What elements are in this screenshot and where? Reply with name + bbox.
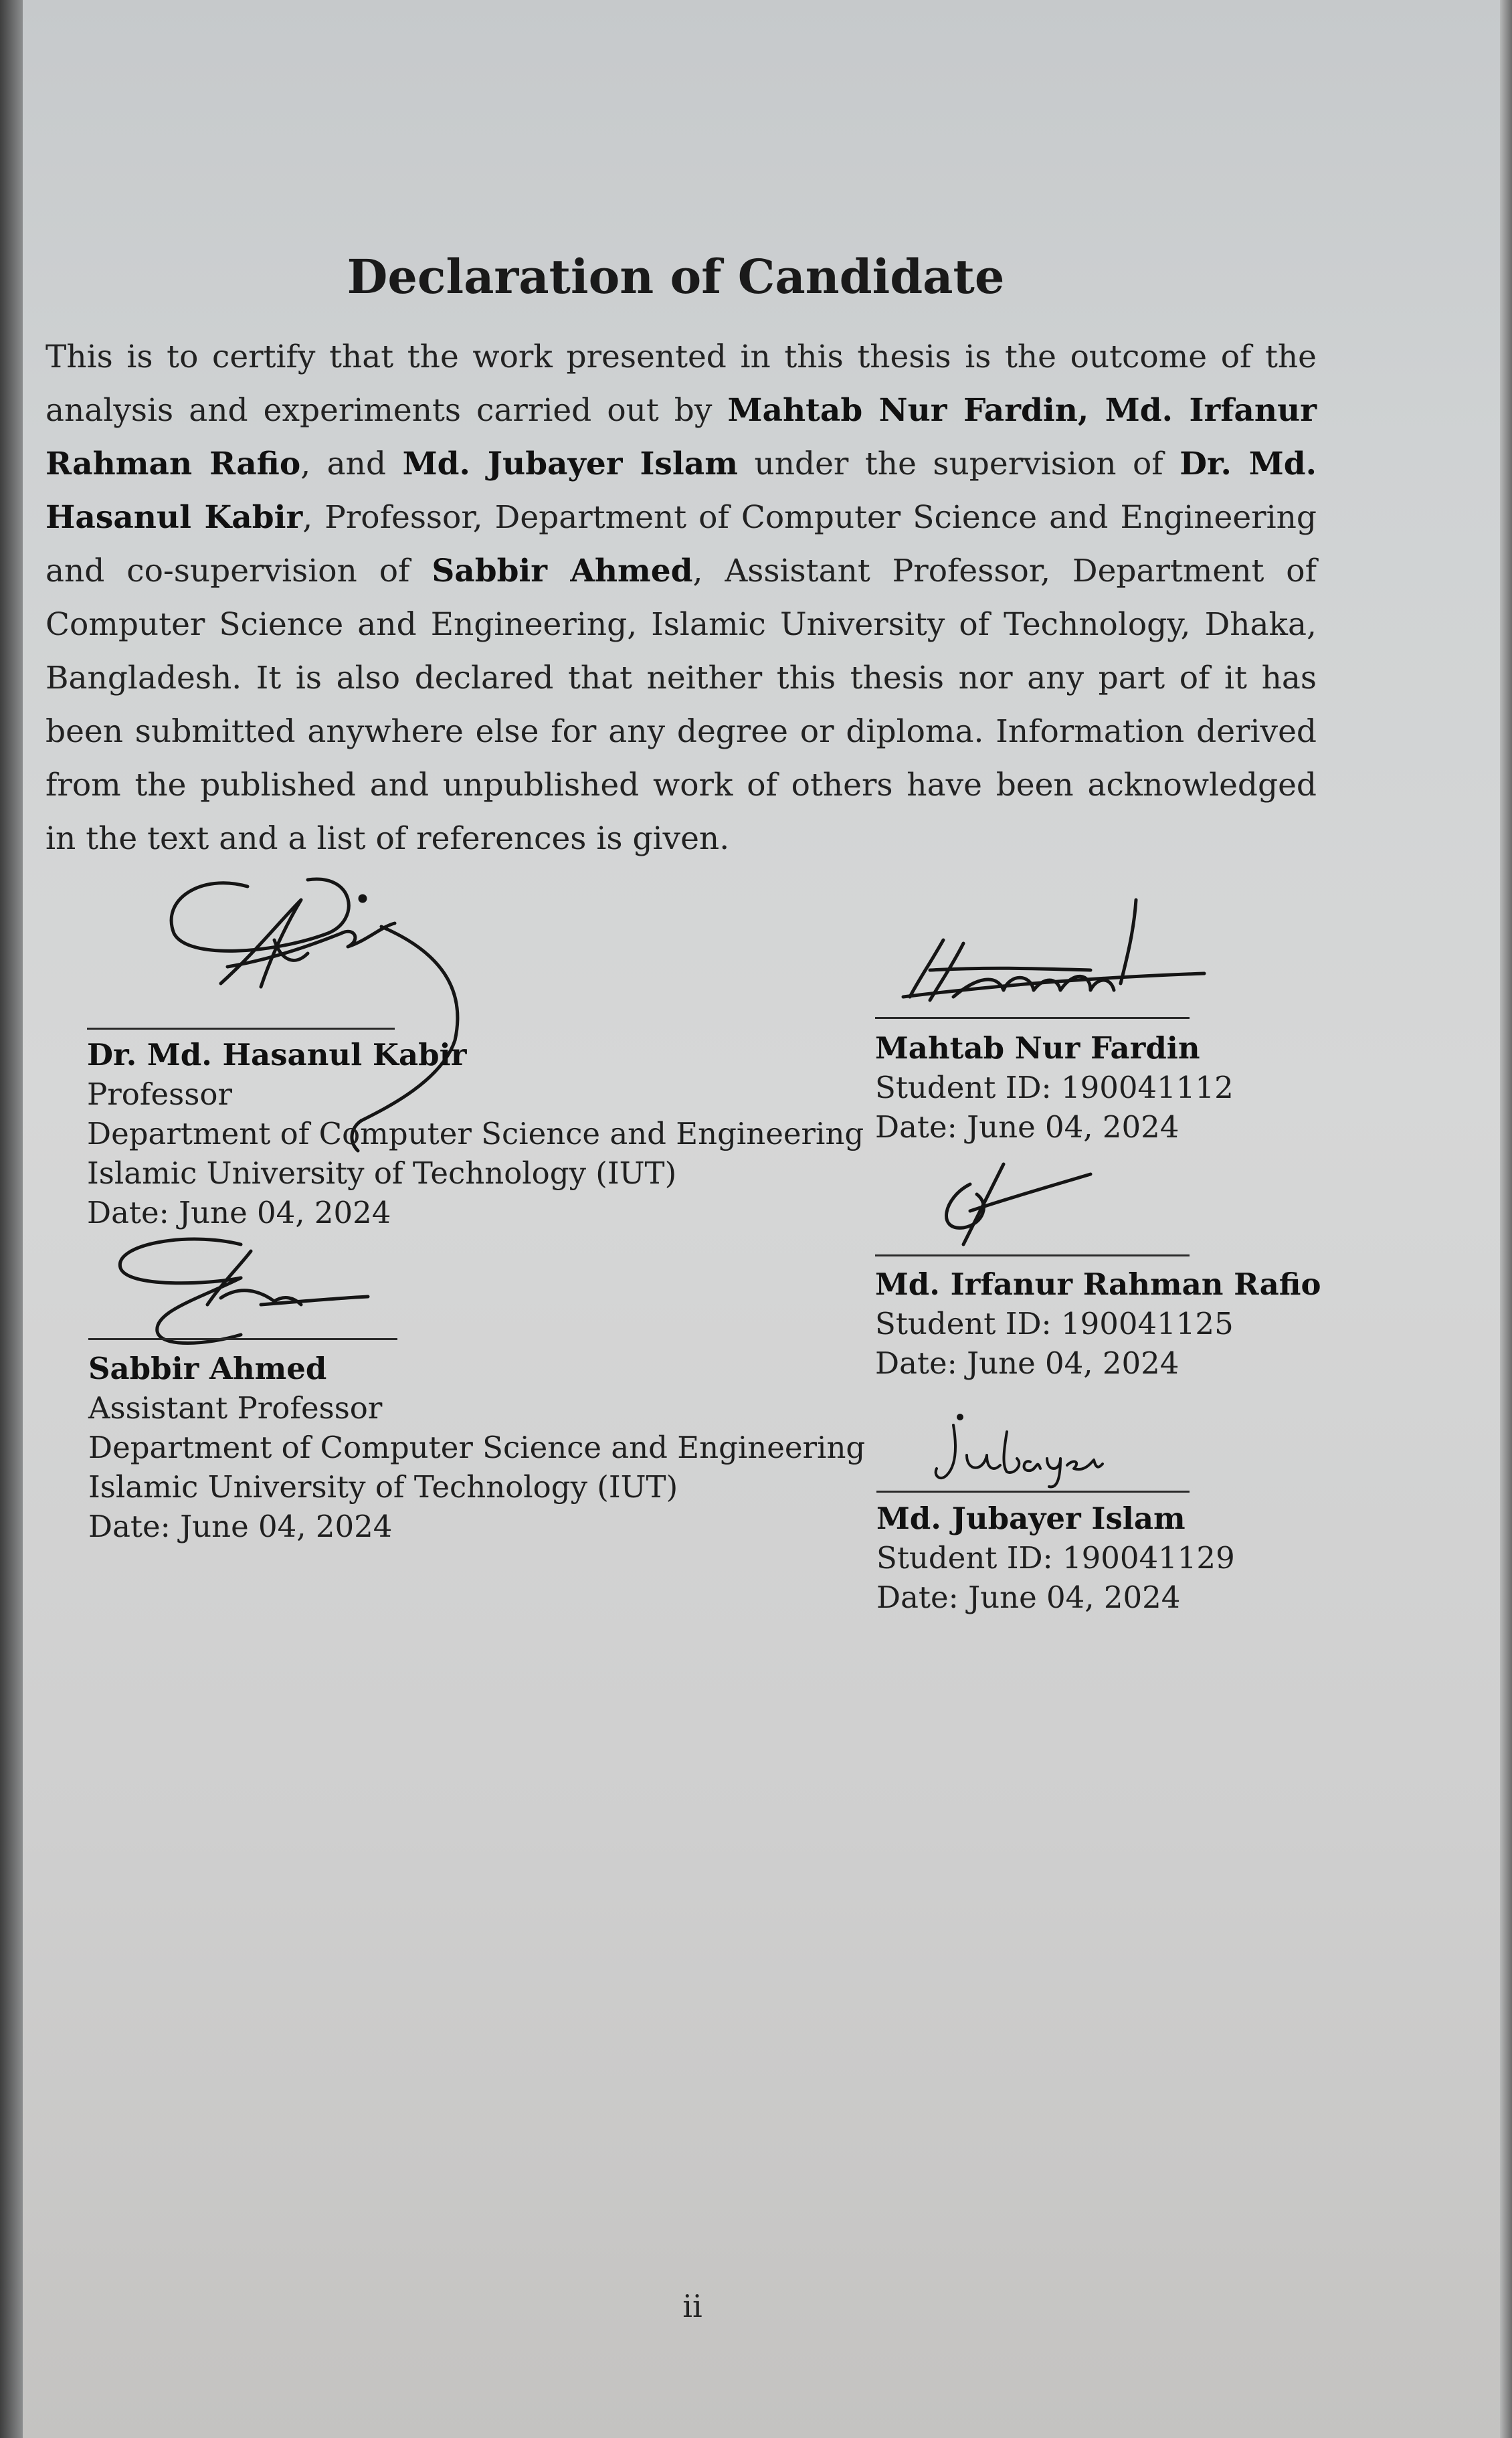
supervisor-signature-line xyxy=(87,1028,395,1030)
page-number: ii xyxy=(682,2288,702,2324)
student-2-name: Md. Irfanur Rahman Rafio xyxy=(875,1267,1321,1302)
body-text: , Assistant Professor, Department of Computer Science and Engineering, Islamic University of Technology, Dhaka, Bangladesh. It is also declared that neither this thesis nor any part of it has been submitted anywhere else for any degree or diploma. Information derived from the published and unpublished work of others have been acknowledged in the text and a list of references is given. xyxy=(45,553,1317,857)
supervisor-department: Department of Computer Science and Engineering xyxy=(87,1116,864,1151)
student-2-signature xyxy=(923,1157,1111,1258)
supervisor-date: Date: June 04, 2024 xyxy=(87,1195,391,1230)
student-3-name: Md. Jubayer Islam xyxy=(876,1501,1186,1536)
student-1-id: Student ID: 190041112 xyxy=(875,1070,1234,1105)
cosupervisor-signature-line xyxy=(88,1338,397,1340)
cosupervisor-department: Department of Computer Science and Engineering xyxy=(88,1430,866,1465)
student-2-signature-line xyxy=(875,1254,1190,1256)
declaration-paragraph xyxy=(45,331,1317,866)
student-2-date: Date: June 04, 2024 xyxy=(875,1345,1179,1381)
student-3-date: Date: June 04, 2024 xyxy=(876,1580,1181,1615)
student-3-id: Student ID: 190041129 xyxy=(876,1540,1235,1576)
body-bold-names: Mahtab Nur Fardin, Md. Irfanur Rahman Rafio xyxy=(45,392,1317,482)
student-1-signature-line xyxy=(875,1017,1190,1019)
student-1-signature xyxy=(890,890,1211,1017)
page-title: Declaration of Candidate xyxy=(347,249,1005,304)
student-3-block xyxy=(876,1499,1235,1617)
body-text: This is to certify that the work presented in this thesis is the outcome of the analysis and experiments carried out by xyxy=(45,339,1317,429)
cosupervisor-name: Sabbir Ahmed xyxy=(88,1351,327,1386)
supervisor-name: Dr. Md. Hasanul Kabir xyxy=(87,1037,467,1072)
cosupervisor-block xyxy=(88,1349,865,1546)
cosupervisor-university: Islamic University of Technology (IUT) xyxy=(88,1469,678,1505)
supervisor-block xyxy=(87,1035,864,1232)
student-3-signature xyxy=(930,1412,1104,1492)
student-3-signature-line xyxy=(876,1491,1190,1493)
student-1-name: Mahtab Nur Fardin xyxy=(875,1030,1200,1066)
student-1-block xyxy=(875,1028,1234,1147)
supervisor-university: Islamic University of Technology (IUT) xyxy=(87,1155,677,1191)
cosupervisor-date: Date: June 04, 2024 xyxy=(88,1509,393,1544)
cosupervisor-role: Assistant Professor xyxy=(88,1390,383,1426)
student-2-block xyxy=(875,1264,1321,1383)
body-bold-name: Md. Jubayer Islam xyxy=(402,446,738,482)
body-text: under the supervision of xyxy=(737,446,1180,482)
cosupervisor-signature xyxy=(107,1231,388,1351)
student-1-date: Date: June 04, 2024 xyxy=(875,1109,1179,1145)
body-text: , Professor, Department of Computer Science and Engineering and co-supervision of xyxy=(45,499,1317,589)
student-2-id: Student ID: 190041125 xyxy=(875,1306,1234,1341)
supervisor-role: Professor xyxy=(87,1076,232,1112)
body-text: , and xyxy=(300,446,403,482)
body-bold-cosupervisor: Sabbir Ahmed xyxy=(432,553,693,589)
body-bold-supervisor: Dr. Md. Hasanul Kabir xyxy=(45,446,1317,536)
